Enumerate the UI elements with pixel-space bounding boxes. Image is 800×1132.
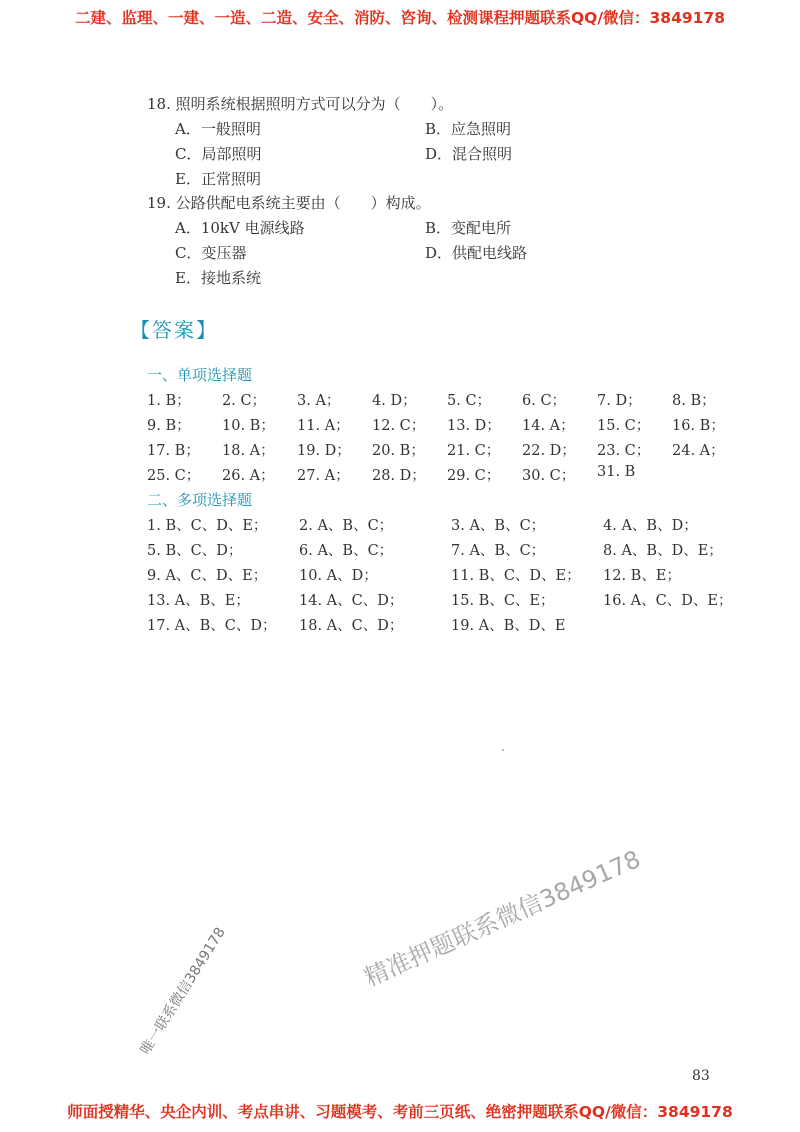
question-18-option-b: B．应急照明 <box>425 120 512 138</box>
single-choice-answer: 1. B； <box>147 393 191 409</box>
question-18-option-a: A．一般照明 <box>175 120 261 138</box>
question-18-option-d: D．混合照明 <box>425 145 513 163</box>
question-19-option-e: E．接地系统 <box>175 269 261 287</box>
page-number: 83 <box>692 1068 710 1084</box>
single-choice-answer: 14. A； <box>522 418 575 434</box>
single-choice-answer: 25. C； <box>147 468 201 484</box>
single-choice-answer: 20. B； <box>372 443 425 459</box>
multi-choice-answer: 1. B、C、D、E； <box>147 518 268 534</box>
question-19-option-d: D．供配电线路 <box>425 244 528 262</box>
single-choice-answer: 26. A； <box>222 468 275 484</box>
single-choice-answer: 15. C； <box>597 418 651 434</box>
question-19-option-c: C．变压器 <box>175 244 247 262</box>
multi-choice-answer: 18. A、C、D； <box>299 618 404 634</box>
multi-choice-title: 二、多项选择题 <box>147 491 253 509</box>
single-choice-answer: 23. C； <box>597 443 651 459</box>
question-18-option-c: C．局部照明 <box>175 145 262 163</box>
multi-choice-answer: 5. B、C、D； <box>147 543 243 559</box>
single-choice-answer: 24. A； <box>672 443 725 459</box>
single-choice-answer: 5. C； <box>447 393 492 409</box>
multi-choice-answer: 9. A、C、D、E； <box>147 568 268 584</box>
single-choice-answer: 31. B <box>597 464 636 480</box>
multi-choice-answer: 8. A、B、D、E； <box>603 543 723 559</box>
multi-choice-answer: 3. A、B、C； <box>451 518 546 534</box>
single-choice-answer: 21. C； <box>447 443 501 459</box>
multi-choice-answer: 13. A、B、E； <box>147 593 250 609</box>
single-choice-answer: 28. D； <box>372 468 426 484</box>
bottom-banner: 师面授精华、央企内训、考点串讲、习题模考、考前三页纸、绝密押题联系QQ/微信：3849178 <box>67 1103 733 1121</box>
single-choice-answer: 3. A； <box>297 393 341 409</box>
question-18-option-e: E．正常照明 <box>175 170 261 188</box>
multi-choice-answer: 17. A、B、C、D； <box>147 618 277 634</box>
question-19-option-b: B．变配电所 <box>425 219 512 237</box>
single-choice-answer: 2. C； <box>222 393 267 409</box>
multi-choice-answer: 14. A、C、D； <box>299 593 404 609</box>
single-choice-answer: 19. D； <box>297 443 351 459</box>
question-19-option-a: A．10kV 电源线路 <box>175 219 305 237</box>
question-19-title: 19. 公路供配电系统主要由（ ）构成。 <box>147 194 431 212</box>
single-choice-answer: 16. B； <box>672 418 725 434</box>
single-choice-answer: 30. C； <box>522 468 576 484</box>
watermark-main: 精准押题联系微信3849178 <box>360 844 645 993</box>
single-choice-answer: 10. B； <box>222 418 275 434</box>
multi-choice-answer: 2. A、B、C； <box>299 518 394 534</box>
multi-choice-answer: 6. A、B、C； <box>299 543 394 559</box>
single-choice-answer: 22. D； <box>522 443 576 459</box>
single-choice-answer: 4. D； <box>372 393 417 409</box>
answer-header: 【答案】 <box>130 318 218 342</box>
watermark-side: 唯一联系微信3849178 <box>137 924 229 1058</box>
multi-choice-answer: 10. A、D； <box>299 568 378 584</box>
multi-choice-answer: 12. B、E； <box>603 568 681 584</box>
single-choice-answer: 29. C； <box>447 468 501 484</box>
single-choice-answer: 11. A； <box>297 418 350 434</box>
single-choice-answer: 18. A； <box>222 443 275 459</box>
single-choice-answer: 8. B； <box>672 393 716 409</box>
multi-choice-answer: 15. B、C、E； <box>451 593 555 609</box>
question-18-title: 18. 照明系统根据照明方式可以分为（ ）。 <box>147 95 454 113</box>
single-choice-answer: 12. C； <box>372 418 426 434</box>
multi-choice-answer: 7. A、B、C； <box>451 543 546 559</box>
multi-choice-answer: 4. A、B、D； <box>603 518 698 534</box>
single-choice-answer: 13. D； <box>447 418 501 434</box>
speck <box>502 749 504 751</box>
single-choice-answer: 9. B； <box>147 418 191 434</box>
single-choice-answer: 7. D； <box>597 393 642 409</box>
top-banner: 二建、监理、一建、一造、二造、安全、消防、咨询、检测课程押题联系QQ/微信：3849178 <box>74 9 725 27</box>
multi-choice-answer: 11. B、C、D、E； <box>451 568 581 584</box>
multi-choice-answer: 19. A、B、D、E <box>451 618 566 634</box>
single-choice-answer: 27. A； <box>297 468 350 484</box>
single-choice-answer: 17. B； <box>147 443 200 459</box>
multi-choice-answer: 16. A、C、D、E； <box>603 593 733 609</box>
single-choice-answer: 6. C； <box>522 393 567 409</box>
single-choice-title: 一、单项选择题 <box>147 366 253 384</box>
